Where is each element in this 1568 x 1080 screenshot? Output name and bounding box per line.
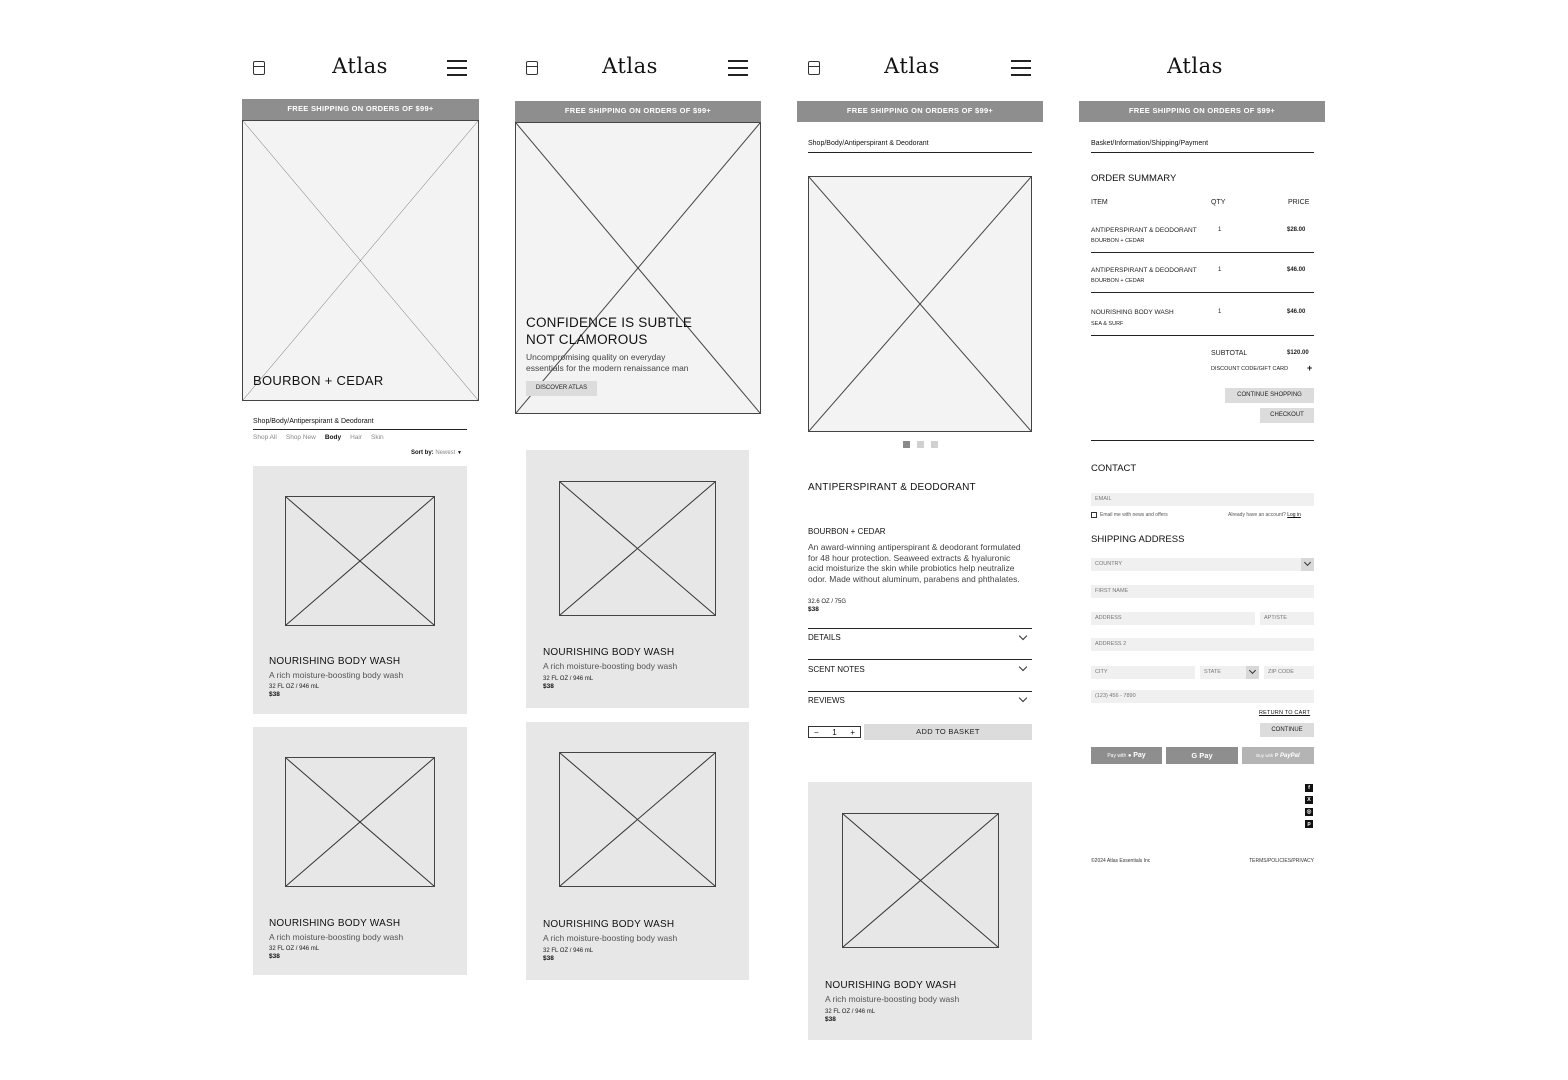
- qty-value[interactable]: 1: [832, 727, 837, 737]
- product-size: 32.6 OZ / 75G: [808, 599, 847, 605]
- line-item-qty: 1: [1218, 309, 1222, 315]
- email-field[interactable]: EMAIL: [1091, 493, 1314, 506]
- paypal-prefix: Buy with: [1256, 753, 1274, 758]
- gallery-dot[interactable]: [917, 441, 924, 448]
- hero-title: BOURBON + CEDAR: [253, 373, 384, 388]
- product-price: $38: [825, 1016, 836, 1023]
- gallery-dot-active[interactable]: [903, 441, 910, 448]
- login-link[interactable]: Log in: [1287, 512, 1301, 518]
- screen-4-checkout: [1079, 50, 1325, 870]
- line-item-qty: 1: [1218, 267, 1222, 273]
- hero-title: [526, 314, 692, 348]
- accordion-divider: [808, 659, 1032, 660]
- bag-icon[interactable]: [253, 61, 265, 75]
- line-item-name: ANTIPERSPIRANT & DEODORANT: [1091, 227, 1197, 234]
- google-pay-button[interactable]: G Pay: [1166, 747, 1238, 764]
- line-item-variant: BOURBON + CEDAR: [1091, 238, 1145, 244]
- description-line: acid moisturize the skin while probiotics help neutralize: [808, 563, 1015, 573]
- shipping-address-title: SHIPPING ADDRESS: [1091, 534, 1185, 545]
- country-dropdown-toggle[interactable]: [1301, 558, 1314, 571]
- description-line: for 48 hour protection. Seaweed extracts & hyaluronic: [808, 552, 1011, 563]
- line-item-price: $46.00: [1287, 309, 1306, 315]
- shipping-banner: FREE SHIPPING ON ORDERS OF $99+: [515, 101, 761, 122]
- menu-icon[interactable]: [728, 60, 748, 76]
- section-divider: [1091, 440, 1314, 441]
- filter-tabs: [253, 434, 384, 441]
- hero-subtitle-line-1: Uncompromising quality on everyday: [526, 352, 666, 362]
- paypal-label: PayPal: [1280, 753, 1300, 759]
- continue-shopping-button[interactable]: CONTINUE SHOPPING: [1225, 388, 1314, 403]
- screen-3-product-detail: [797, 50, 1043, 1045]
- column-qty: QTY: [1211, 199, 1226, 206]
- checkout-button[interactable]: CHECKOUT: [1260, 408, 1314, 423]
- apple-pay-label: Pay: [1133, 752, 1146, 759]
- accordion-scent-notes[interactable]: SCENT NOTES: [808, 665, 865, 674]
- line-item-price: $28.00: [1287, 227, 1306, 233]
- line-item-variant: BOURBON + CEDAR: [1091, 278, 1145, 284]
- sort-value: Newest: [435, 450, 456, 456]
- line-item-divider: [1091, 252, 1314, 253]
- brand-logo[interactable]: Atlas: [884, 54, 940, 78]
- product-name: NOURISHING BODY WASH: [543, 919, 675, 930]
- product-variant: BOURBON + CEDAR: [808, 527, 886, 536]
- qty-minus-button[interactable]: −: [814, 727, 819, 737]
- column-item: ITEM: [1091, 199, 1108, 206]
- breadcrumb[interactable]: Shop/Body/Antiperspirant & Deodorant: [253, 418, 374, 425]
- return-to-cart-link[interactable]: RETURN TO CART: [1259, 710, 1311, 716]
- line-item-name: ANTIPERSPIRANT & DEODORANT: [1091, 267, 1197, 274]
- address-2-field[interactable]: ADDRESS 2: [1091, 638, 1314, 651]
- product-image: [559, 752, 716, 887]
- quantity-stepper: [808, 726, 861, 738]
- product-description: A rich moisture-boosting body wash: [543, 661, 678, 671]
- product-description: A rich moisture-boosting body wash: [543, 933, 678, 943]
- hero-subtitle: [526, 352, 689, 374]
- product-card[interactable]: [253, 466, 467, 714]
- line-item-divider: [1091, 335, 1314, 336]
- chevron-down-icon[interactable]: [1019, 694, 1027, 702]
- social-links: [1305, 784, 1313, 828]
- subtotal-label: SUBTOTAL: [1211, 350, 1248, 357]
- chevron-down-icon: [1249, 667, 1256, 674]
- filter-hair[interactable]: Hair: [350, 434, 363, 441]
- instagram-icon[interactable]: ◎: [1306, 809, 1312, 815]
- news-opt-in-label: Email me with news and offers: [1100, 512, 1168, 518]
- hero-subtitle-line-2: essentials for the modern renaissance man: [526, 363, 689, 373]
- qty-plus-button[interactable]: +: [850, 727, 855, 737]
- subtotal-value: $120.00: [1287, 350, 1309, 356]
- plus-icon[interactable]: +: [1307, 363, 1313, 373]
- hero-image: [242, 120, 479, 401]
- paypal-logo-icon: P: [1274, 753, 1279, 759]
- breadcrumb-divider: [808, 152, 1032, 153]
- menu-icon[interactable]: [1011, 60, 1031, 76]
- copyright: ©2024 Atlas Essentials Inc: [1091, 858, 1151, 864]
- product-price: $38: [269, 953, 280, 960]
- address-field[interactable]: ADDRESS: [1091, 612, 1255, 625]
- product-card[interactable]: [526, 722, 749, 980]
- contact-title: CONTACT: [1091, 463, 1137, 474]
- hero-title-line-2: NOT CLAMOROUS: [526, 332, 648, 347]
- accordion-reviews[interactable]: REVIEWS: [808, 696, 845, 705]
- product-price: $38: [543, 955, 554, 962]
- breadcrumb-divider: [253, 429, 467, 430]
- description-line: odor. Made without aluminum, parabens and phthalates.: [808, 573, 1020, 584]
- chevron-down-icon: [1304, 559, 1311, 566]
- product-image: [285, 757, 435, 887]
- shipping-banner: FREE SHIPPING ON ORDERS OF $99+: [242, 99, 479, 120]
- filter-body[interactable]: Body: [324, 434, 342, 441]
- bag-icon[interactable]: [808, 61, 820, 75]
- product-card[interactable]: [526, 450, 749, 708]
- menu-icon[interactable]: [447, 60, 467, 76]
- gallery-dots: [903, 441, 938, 448]
- accordion-divider: [808, 691, 1032, 692]
- product-image: [285, 496, 435, 626]
- description-line: An award-winning antiperspirant & deodorant formulated: [808, 542, 1021, 552]
- line-item-variant: SEA & SURF: [1091, 321, 1124, 327]
- zip-field[interactable]: ZIP CODE: [1264, 666, 1314, 679]
- discount-code-link[interactable]: DISCOUNT CODE/GIFT CARD: [1211, 366, 1289, 372]
- order-summary-title: ORDER SUMMARY: [1091, 173, 1177, 184]
- first-name-field[interactable]: FIRST NAME: [1091, 585, 1314, 598]
- shipping-banner: FREE SHIPPING ON ORDERS OF $99+: [1079, 101, 1325, 122]
- product-size: 32 FL OZ / 946 mL: [543, 948, 594, 954]
- product-price: $38: [543, 683, 554, 690]
- x-icon[interactable]: X: [1305, 796, 1313, 804]
- shipping-banner: FREE SHIPPING ON ORDERS OF $99+: [797, 101, 1043, 122]
- product-name: NOURISHING BODY WASH: [825, 980, 957, 991]
- accordion-details[interactable]: DETAILS: [808, 633, 841, 642]
- column-price: PRICE: [1288, 199, 1310, 206]
- chevron-down-icon[interactable]: [1019, 663, 1027, 671]
- filter-shop-all[interactable]: Shop All: [253, 434, 277, 441]
- facebook-icon[interactable]: f: [1305, 784, 1313, 792]
- screen-1-collection: [242, 50, 479, 980]
- state-select[interactable]: STATE: [1200, 666, 1259, 679]
- product-name: NOURISHING BODY WASH: [269, 918, 401, 929]
- product-image: [559, 481, 716, 616]
- product-description: A rich moisture-boosting body wash: [269, 670, 404, 680]
- account-prompt-text: Already have an account?: [1228, 512, 1286, 518]
- product-description: A rich moisture-boosting body wash: [825, 994, 960, 1004]
- brand-logo[interactable]: Atlas: [1167, 54, 1223, 78]
- product-name: NOURISHING BODY WASH: [543, 647, 675, 658]
- pinterest-icon[interactable]: p: [1305, 820, 1313, 828]
- product-price: $38: [808, 606, 819, 613]
- product-size: 32 FL OZ / 946 mL: [269, 946, 320, 952]
- line-item-qty: 1: [1218, 227, 1222, 233]
- product-description: A rich moisture-boosting body wash: [269, 932, 404, 942]
- brand-logo[interactable]: Atlas: [332, 54, 388, 78]
- product-card[interactable]: [808, 782, 1032, 1040]
- breadcrumb[interactable]: Shop/Body/Antiperspirant & Deodorant: [808, 140, 929, 147]
- apple-pay-button[interactable]: [1091, 747, 1162, 764]
- line-item-price: $46.00: [1287, 267, 1306, 273]
- product-title: ANTIPERSPIRANT & DEODORANT: [808, 482, 976, 493]
- apple-logo-icon: ●: [1127, 753, 1132, 759]
- screen-2-home: [515, 50, 761, 985]
- news-opt-in-checkbox[interactable]: [1091, 512, 1097, 518]
- paypal-button[interactable]: [1242, 747, 1314, 764]
- brand-logo[interactable]: Atlas: [602, 54, 658, 78]
- product-description: [808, 542, 1038, 584]
- account-prompt: [1228, 512, 1301, 518]
- hero-title-line-1: CONFIDENCE IS SUBTLE: [526, 315, 693, 330]
- continue-button[interactable]: CONTINUE: [1260, 723, 1314, 737]
- product-gallery-image: [808, 176, 1032, 432]
- line-item-name: NOURISHING BODY WASH: [1091, 309, 1174, 316]
- legal-links[interactable]: TERMS/POLICIES/PRIVACY: [1249, 858, 1314, 864]
- accordion-divider: [808, 628, 1032, 629]
- product-name: NOURISHING BODY WASH: [269, 656, 401, 667]
- caret-down-icon: ▼: [457, 450, 462, 456]
- apt-field[interactable]: APT/STE: [1260, 612, 1314, 625]
- filter-skin[interactable]: Skin: [371, 434, 384, 441]
- product-size: 32 FL OZ / 946 mL: [269, 684, 320, 690]
- state-dropdown-toggle[interactable]: [1246, 666, 1259, 679]
- filter-shop-new[interactable]: Shop New: [285, 434, 316, 441]
- phone-field[interactable]: (123) 456 - 7890: [1091, 690, 1314, 703]
- gallery-dot[interactable]: [931, 441, 938, 448]
- chevron-down-icon[interactable]: [1019, 632, 1027, 640]
- add-to-basket-button[interactable]: ADD TO BASKET: [864, 724, 1032, 740]
- product-size: 32 FL OZ / 946 mL: [543, 676, 594, 682]
- breadcrumb-divider: [1091, 152, 1314, 153]
- country-select[interactable]: COUNTRY: [1091, 558, 1314, 571]
- checkout-breadcrumb[interactable]: Basket/Information/Shipping/Payment: [1091, 140, 1209, 147]
- product-price: $38: [269, 691, 280, 698]
- line-item-divider: [1091, 292, 1314, 293]
- sort-control[interactable]: [411, 450, 462, 456]
- bag-icon[interactable]: [526, 61, 538, 75]
- product-size: 32 FL OZ / 946 mL: [825, 1009, 876, 1015]
- discover-button[interactable]: DISCOVER ATLAS: [526, 381, 597, 396]
- product-card[interactable]: [253, 727, 467, 975]
- apple-pay-prefix: Pay with: [1107, 753, 1127, 759]
- product-image: [842, 813, 999, 948]
- sort-label: Sort by:: [411, 450, 434, 456]
- city-field[interactable]: CITY: [1091, 666, 1195, 679]
